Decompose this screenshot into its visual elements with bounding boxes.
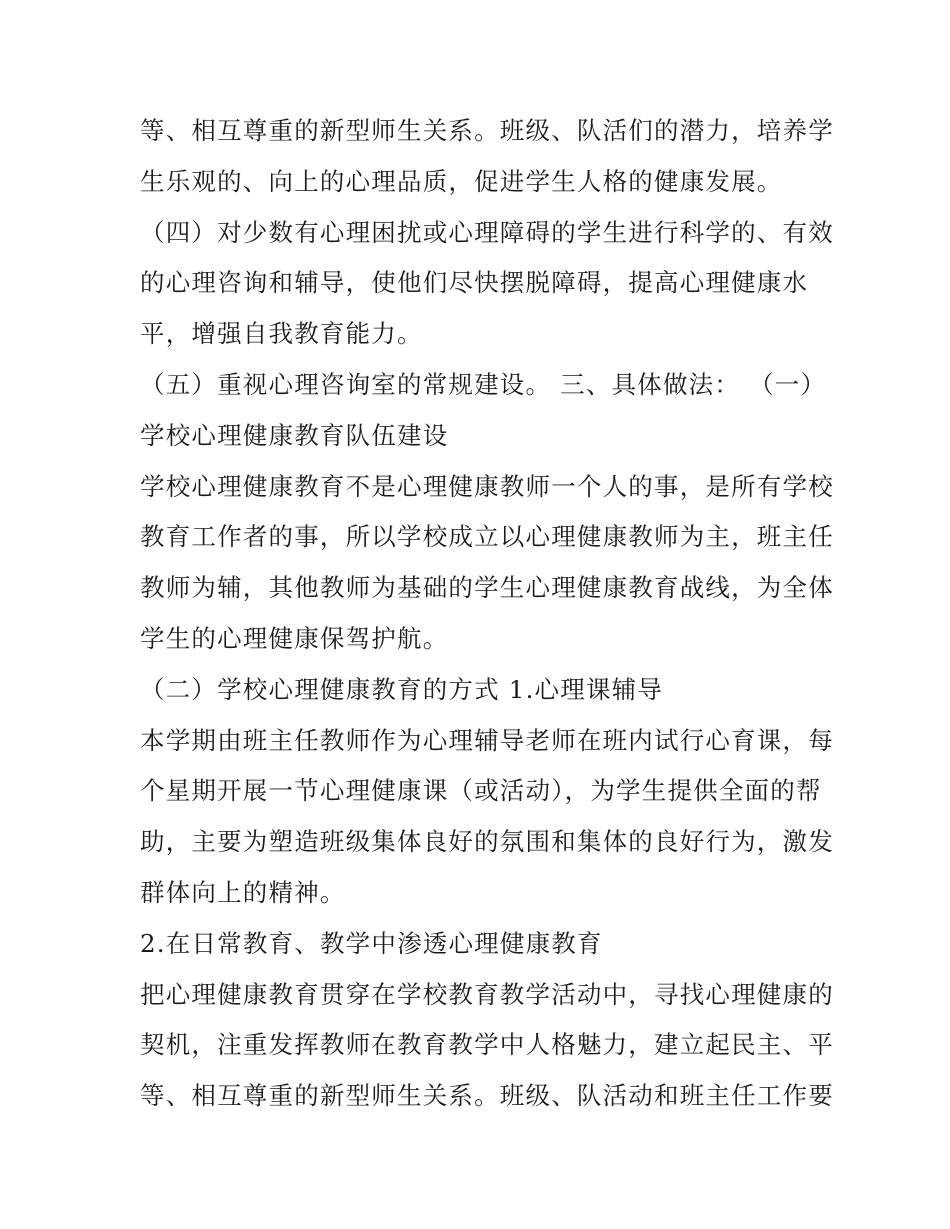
text-line-9: 教育工作者的事，所以学校成立以心理健康教师为主，班主任 xyxy=(140,522,834,552)
text-line-3: （四）对少数有心理困扰或心理障碍的学生进行科学的、有效 xyxy=(140,217,834,247)
text-line-2: 生乐观的、向上的心理品质，促进学生人格的健康发展。 xyxy=(140,166,783,196)
text-line-16: 群体向上的精神。 xyxy=(140,877,346,907)
text-line-14: 个星期开展一节心理健康课（或活动），为学生提供全面的帮 xyxy=(140,776,822,806)
text-line-10: 教师为辅，其他教师为基础的学生心理健康教育战线，为全体 xyxy=(140,573,834,603)
text-line-19: 契机，注重发挥教师在教育教学中人格魅力，建立起民主、平 xyxy=(140,1030,834,1060)
text-line-13: 本学期由班主任教师作为心理辅导老师在班内试行心育课，每 xyxy=(140,725,834,755)
text-line-7: 学校心理健康教育队伍建设 xyxy=(140,420,449,450)
text-line-17: 2.在日常教育、教学中渗透心理健康教育 xyxy=(140,928,603,958)
body-text xyxy=(140,106,834,1122)
text-line-20: 等、相互尊重的新型师生关系。班级、队活动和班主任工作要 xyxy=(140,1081,834,1111)
text-line-1: 等、相互尊重的新型师生关系。班级、队活们的潜力，培养学 xyxy=(140,116,834,145)
text-line-15: 助，主要为塑造班级集体良好的氛围和集体的良好行为，激发 xyxy=(140,827,834,857)
text-line-18: 把心理健康教育贯穿在学校教育教学活动中，寻找心理健康的 xyxy=(140,979,834,1009)
text-line-6: （五）重视心理咨询室的常规建设。 三、具体做法： （一） xyxy=(140,369,827,399)
text-line-8: 学校心理健康教育不是心理健康教师一个人的事，是所有学校 xyxy=(140,471,834,501)
text-line-12: （二）学校心理健康教育的方式 1.心理课辅导 xyxy=(140,674,664,704)
text-line-4: 的心理咨询和辅导，使他们尽快摆脱障碍，提高心理健康水 xyxy=(140,268,809,298)
text-line-5: 平，增强自我教育能力。 xyxy=(140,319,423,349)
text-line-11: 学生的心理健康保驾护航。 xyxy=(140,623,449,653)
